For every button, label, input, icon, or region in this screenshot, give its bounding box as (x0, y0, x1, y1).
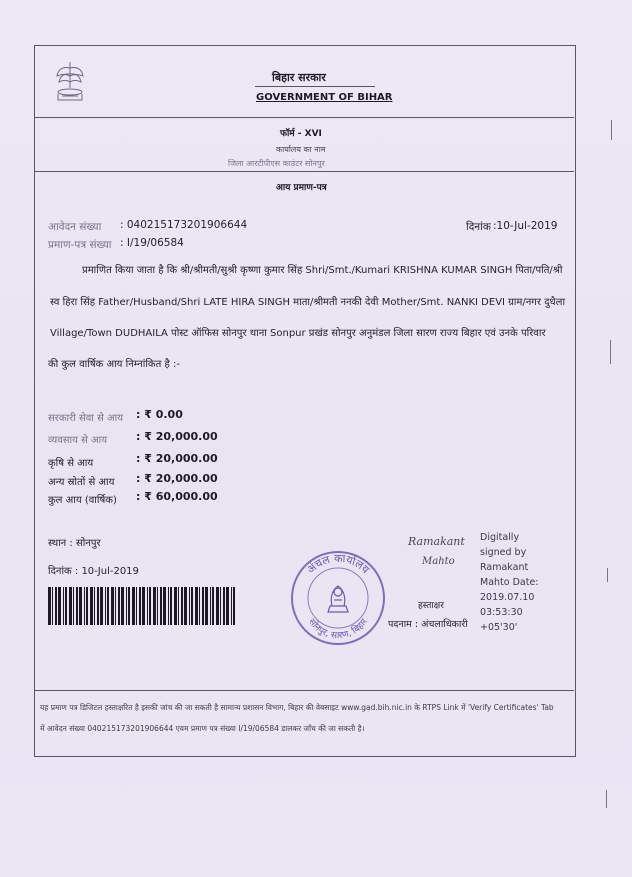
barcode-bar (65, 587, 67, 625)
barcode-bar (181, 587, 183, 625)
barcode-bar (136, 587, 137, 625)
svg-text:अंचल कार्यालय (304, 552, 372, 577)
office-name: जिला आरटीपीएस काउंटर सोनपुर (228, 159, 325, 168)
barcode-bar (90, 587, 93, 625)
barcode-bar (210, 587, 211, 625)
barcode-bar (69, 587, 72, 625)
barcode-bar (115, 587, 116, 625)
barcode-bar (195, 587, 198, 625)
barcode-bar (84, 587, 85, 625)
application-number-label: आवेदन संख्या (48, 221, 102, 233)
barcode-bar (212, 587, 214, 625)
barcode-bar (52, 587, 53, 625)
body-line-2: स्व हिरा सिंह Father/Husband/Shri LATE HIRA SINGH माता/श्रीमती ननकी देवी Mother/Smt. NANKI DEVI ग्राम/नगर दुधैला (50, 297, 566, 308)
income-value-agriculture: : ₹ 20,000.00 (136, 452, 218, 465)
barcode-bar (121, 587, 124, 625)
barcode-bar (226, 587, 229, 625)
barcode-bar (202, 587, 204, 625)
barcode-bar (199, 587, 200, 625)
bihar-emblem-icon (52, 58, 88, 104)
barcode-bar (100, 587, 103, 625)
barcode-bar (153, 587, 156, 625)
barcode-bar (205, 587, 208, 625)
barcode-bar (132, 587, 135, 625)
form-number: फॉर्म - XVI (280, 129, 322, 139)
state-name-english: GOVERNMENT OF BIHAR (256, 92, 393, 103)
body-line-4: की कुल वार्षिक आय निम्नांकित है :- (48, 359, 180, 370)
income-label-total: कुल आय (वार्षिक) (48, 495, 117, 506)
income-label-govt: सरकारी सेवा से आय (48, 413, 124, 424)
footer-line-1: यह प्रमाण पत्र डिजिटल हस्ताक्षरित है इसकी जांच की जा सकती है सामान्य प्रशासन विभाग, बिहार की वेबसाइट www.gad.bih.nic.in के RTPS Link में 'Verify Certificates' Tab (40, 703, 554, 712)
barcode-bar (160, 587, 162, 625)
income-value-business: : ₹ 20,000.00 (136, 430, 218, 443)
office-seal (288, 548, 388, 648)
issue-date-top: :10-Jul-2019 (493, 220, 558, 232)
signature-name-2: Mahto (422, 556, 455, 567)
barcode-bar (191, 587, 193, 625)
header-bottom-rule (35, 117, 574, 118)
signature-label: हस्ताक्षर (418, 601, 444, 611)
certificate-number-label: प्रमाण-पत्र संख्या (48, 239, 112, 251)
barcode-bar (79, 587, 82, 625)
barcode-bar (94, 587, 95, 625)
body-line-1: प्रमाणित किया जाता है कि श्री/श्रीमती/सुश्री कृष्णा कुमार सिंह Shri/Smt./Kumari KRISHNA KUMAR SINGH पिता/पति/श्री (82, 265, 563, 276)
ashoka-lion-icon (328, 586, 348, 612)
footer-divider (35, 690, 574, 691)
barcode-bar (174, 587, 177, 625)
barcode-bar (55, 587, 57, 625)
barcode-bar (170, 587, 172, 625)
barcode-bar (231, 587, 232, 625)
barcode-bar (168, 587, 169, 625)
header-divider (255, 86, 375, 87)
scan-mark (607, 568, 608, 582)
certificate-number: : I/19/06584 (120, 237, 184, 249)
barcode-bar (178, 587, 179, 625)
income-value-govt: : ₹ 0.00 (136, 408, 183, 421)
barcode-bar (184, 587, 187, 625)
barcode-bar (139, 587, 141, 625)
barcode-bar (58, 587, 61, 625)
barcode-bar (189, 587, 190, 625)
barcode-bar (233, 587, 235, 625)
scan-mark (610, 340, 611, 364)
barcode-bar (76, 587, 78, 625)
state-name-hindi: बिहार सरकार (272, 71, 326, 84)
barcode-bar (107, 587, 109, 625)
barcode-bar (147, 587, 148, 625)
barcode-bar (86, 587, 88, 625)
income-value-other: : ₹ 20,000.00 (136, 472, 218, 485)
signature-name-1: Ramakant (408, 535, 465, 548)
barcode-bar (216, 587, 219, 625)
barcode-bar (105, 587, 106, 625)
barcode-bar (157, 587, 158, 625)
seal-top-text: अंचल कार्यालय (304, 551, 372, 577)
barcode-bar (111, 587, 114, 625)
barcode-bar (142, 587, 145, 625)
barcode-bar (128, 587, 130, 625)
barcode-bar (149, 587, 151, 625)
barcode (48, 587, 238, 625)
seal-bottom-text: सोनपुर, सारण, बिहार (306, 617, 370, 642)
barcode-bar (48, 587, 51, 625)
office-label: कार्यालय का नाम (276, 145, 326, 154)
barcode-bar (126, 587, 127, 625)
issue-date-bottom: दिनांक : 10-Jul-2019 (48, 566, 139, 577)
scan-mark (606, 790, 607, 808)
body-line-3: Village/Town DUDHAILA पोस्ट ऑफिस सोनपुर थाना Sonpur प्रखंड सोनपुर अनुमंडल जिला सारण राज्य बिहार एवं उनके परिवार (50, 328, 546, 339)
date-label: दिनांक (466, 221, 491, 233)
barcode-bar (220, 587, 221, 625)
barcode-bar (63, 587, 64, 625)
certificate-title: आय प्रमाण-पत्र (276, 183, 327, 193)
barcode-bar (73, 587, 74, 625)
income-value-total: : ₹ 60,000.00 (136, 490, 218, 503)
barcode-bar (97, 587, 99, 625)
designation: पदनाम : अंचलाधिकारी (388, 619, 468, 630)
barcode-bar (118, 587, 120, 625)
form-divider (35, 171, 574, 172)
income-label-other: अन्य स्रोतों से आय (48, 477, 115, 488)
income-label-business: व्यवसाय से आय (48, 435, 108, 446)
digital-signature-details: Digitally signed by Ramakant Mahto Date: 2019.07.10 03:53:30 +05'30' (480, 532, 539, 633)
application-number: : 040215173201906644 (120, 219, 248, 231)
income-label-agriculture: कृषि से आय (48, 458, 94, 469)
footer-line-2: में आवेदन संख्या 040215173201906644 एवम प्रमाण पत्र संख्या I/19/06584 डालकर जाँच की जा सकती है। (40, 724, 365, 733)
issue-place: स्थान : सोनपुर (48, 538, 101, 549)
scan-mark (611, 120, 612, 140)
barcode-bar (223, 587, 225, 625)
barcode-bar (163, 587, 166, 625)
